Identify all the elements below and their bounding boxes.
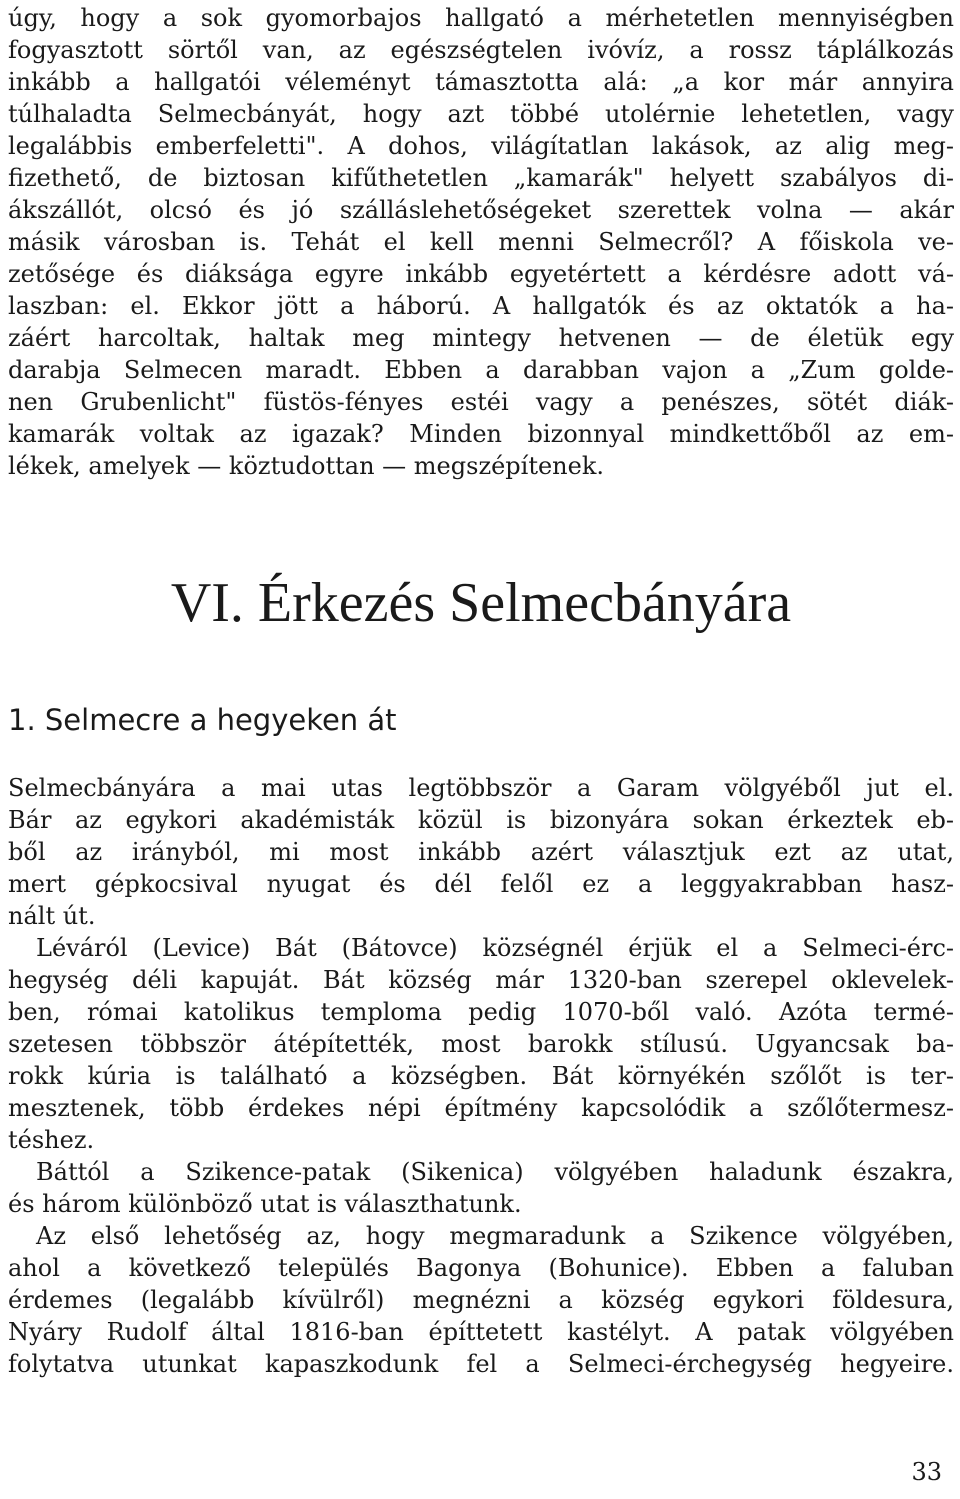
text-line: Nyáry Rudolf által 1816-ban építtetett kastélyt. A patak völgyében <box>8 1318 954 1346</box>
text-line: Selmecbányára a mai utas legtöbbször a Garam völgyéből jut el. <box>8 774 954 802</box>
text-line: lékek, amelyek — köztudottan — megszépítenek. <box>8 452 605 480</box>
text-line: rokk kúria is található a községben. Bát környékén szőlőt is ter- <box>8 1062 954 1090</box>
text-line: Bár az egykori akadémisták közül is bizonyára sokan érkeztek eb- <box>8 806 954 834</box>
text-line: mesztenek, több érdekes népi építmény kapcsolódik a szőlőtermesz- <box>8 1094 954 1122</box>
text-line: fogyasztott sörtől van, az egészségtelen ivóvíz, a rossz táplálkozás <box>8 36 954 64</box>
text-line: túlhaladta Selmecbányát, hogy azt többé utolérnie lehetetlen, vagy <box>8 100 954 128</box>
text-line: hegység déli kapuját. Bát község már 1320-ban szerepel oklevelek- <box>8 966 954 994</box>
text-line: legalábbis emberfeletti". A dohos, világítatlan lakások, az alig meg- <box>8 132 954 160</box>
text-line: másik városban is. Tehát el kell menni Selmecről? A főiskola ve- <box>8 228 954 256</box>
text-line: inkább a hallgatói véleményt támasztotta alá: „a kor már annyira <box>8 68 954 96</box>
text-line: folytatva utunkat kapaszkodunk fel a Selmeci-érchegység hegyeire. <box>8 1350 954 1378</box>
chapter-title: VI. Érkezés Selmecbányára <box>170 572 792 634</box>
text-line: Az első lehetőség az, hogy megmaradunk a Szikence völgyében, <box>36 1222 954 1250</box>
text-line: kamarák voltak az igazak? Minden bizonnyal mindkettőből az em- <box>8 420 954 448</box>
page-number: 33 <box>911 1458 942 1486</box>
text-line: nen Grubenlicht" füstös-fényes estéi vagy a penészes, sötét diák- <box>8 388 954 416</box>
text-line: Báttól a Szikence-patak (Sikenica) völgyében haladunk északra, <box>36 1158 954 1186</box>
text-line: téshez. <box>8 1126 95 1154</box>
text-line: ahol a következő település Bagonya (Bohunice). Ebben a faluban <box>8 1254 954 1282</box>
text-line: szetesen többször átépítették, most barokk stílusú. Ugyancsak ba- <box>8 1030 954 1058</box>
text-line: Léváról (Levice) Bát (Bátovce) községnél érjük el a Selmeci-érc- <box>36 934 954 962</box>
text-line: nált út. <box>8 902 96 930</box>
text-line: ben, római katolikus temploma pedig 1070-ből való. Azóta termé- <box>8 998 954 1026</box>
text-line: érdemes (legalább kívülről) megnézni a község egykori földesura, <box>8 1286 954 1314</box>
section-title: 1. Selmecre a hegyeken át <box>8 703 397 737</box>
text-line: darabja Selmecen maradt. Ebben a darabban vajon a „Zum golde- <box>8 356 954 384</box>
text-line: úgy, hogy a sok gyomorbajos hallgató a mérhetetlen mennyiségben <box>8 4 954 32</box>
text-line: és három különböző utat is választhatunk. <box>8 1190 522 1218</box>
text-line: fizethető, de biztosan kifűthetetlen „kamarák" helyett szabályos di- <box>8 164 954 192</box>
text-line: zetősége és diáksága egyre inkább egyetértett a kérdésre adott vá- <box>8 260 954 288</box>
text-line: mert gépkocsival nyugat és dél felől ez a leggyakrabban hasz- <box>8 870 954 898</box>
text-line: ákszállót, olcsó és jó szálláslehetőségeket szerettek volna — akár <box>8 196 954 224</box>
text-line: ből az irányból, mi most inkább azért választjuk ezt az utat, <box>8 838 954 866</box>
text-line: záért harcoltak, haltak meg mintegy hetvenen — de életük egy <box>8 324 954 352</box>
text-line: laszban: el. Ekkor jött a háború. A hallgatók és az oktatók a ha- <box>8 292 954 320</box>
